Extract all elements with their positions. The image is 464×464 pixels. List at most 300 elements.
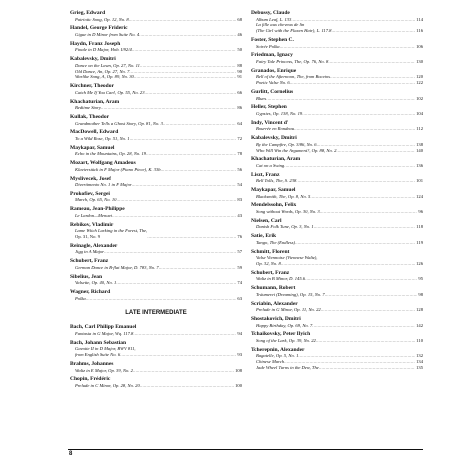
leader-dots [147,234,236,240]
page-number-ref: 94 [237,331,242,337]
work-row [70,167,242,173]
leader-dots [132,47,237,53]
index-entry [70,145,242,157]
work-title-text: Lame Witch Lurking in the Forest, The, [75,228,148,234]
index-entry [70,41,242,53]
work-title-text: Fantasia in G Major, Wq. 117.8 [75,331,134,337]
work-row [70,280,242,286]
work-title-text: Warlike Song, A, Op. 89, No. 30 [75,74,134,80]
work-row [251,338,423,344]
composer-name: Maykapar, Samuel [251,187,296,194]
work-row [251,307,423,313]
work-title-text: Soirée Polka [256,43,280,49]
work-title [256,209,320,215]
page-number-ref: 78 [237,151,242,157]
composer-name: Tchaikovsky, Peter Ilyich [251,331,311,338]
work-row [251,59,423,65]
leader-dots [134,74,237,80]
work-row [70,197,242,203]
composer-name: Bach, Johann Sebastian [70,339,127,346]
work-row [70,352,242,358]
index-entry [251,104,423,116]
work-row [70,249,242,255]
work-title-text: Echo in the Mountains, Op. 28, No. 19 [75,151,147,157]
work-title [75,105,101,111]
page-number-ref: 134 [416,359,423,365]
index-entry [251,285,423,297]
composer-name: MacDowell, Edward [70,129,119,136]
composer-name: Sibelius, Jean [70,273,103,280]
page-number-ref: 57 [237,249,242,255]
index-entry [70,99,242,111]
work-title [256,28,331,34]
page-number-ref: 74 [237,280,242,286]
work-row [251,44,423,50]
page-number-ref: 120 [416,74,423,80]
work-title [256,292,325,298]
composer-name: Granados, Enrique [251,67,297,74]
composer-name: Friedman, Ignacy [251,52,293,59]
work-row [251,163,423,169]
leader-dots [312,323,415,329]
work-title [75,47,132,53]
leader-dots [159,265,237,271]
leader-dots [284,163,415,169]
section-heading: LATE INTERMEDIATE [125,310,187,317]
work-title-text: Bell Tolls, The, S. 238 [256,178,297,184]
work-title-text: Jade Wheel Turns in the Dew, The [256,364,319,370]
leader-dots [321,307,415,313]
leader-dots [140,383,234,389]
work-title-text: Divertimento No. 1 in F Major [75,182,132,188]
work-title-text: Bell of the Afternoon, The, from Bocetos [256,74,330,80]
leader-dots [280,44,416,50]
index-entry [70,114,242,126]
work-title-text: Träumerei (Dreaming), Op. 15, No. 7 [256,291,325,297]
leader-dots [328,59,415,65]
composer-name: Mendelssohn, Felix [251,202,297,209]
page-number-ref: 90 [237,68,242,74]
work-row [251,80,423,86]
leader-dots [310,194,415,200]
index-entry [70,129,242,141]
page-number-ref: 135 [416,364,423,370]
leader-dots [266,96,415,102]
leader-dots [302,111,415,117]
index-entry [70,258,242,270]
leader-dots [163,121,237,127]
work-title-text: Cat on a Swing [256,162,285,168]
index-entry [251,156,423,168]
composer-name: Gurlitt, Cornelius [251,88,294,95]
page-number-ref: 100 [235,382,242,388]
index-entry [251,172,423,184]
page-number-ref: 68 [237,16,242,22]
index-entry [251,89,423,101]
composer-name: Chopin, Frédéric [70,376,111,383]
composer-name: Brahms, Johannes [70,361,114,367]
work-title-text: Grandmother Tells a Ghost Story, Op. 81, No. 3 [75,120,163,126]
composer-name: Reinagle, Alexander [70,242,118,249]
leader-dots [295,240,415,246]
leader-dots [130,136,237,142]
work-row [251,224,423,230]
page-number-ref: 83 [237,197,242,203]
work-title-text: Gypsies, Op. 138, No. 19 [256,110,303,116]
composer-name: Rebikov, Vladimir [70,221,114,228]
composer-name: Kabalevsky, Dmitri [70,56,116,63]
intermediate-entries [70,10,242,301]
leader-dots [133,331,236,337]
work-title-text: Who Will Win the Argument?, Op. 88, No. 2 [256,147,337,153]
work-title [75,352,120,358]
work-row [70,368,242,374]
work-row [251,276,423,282]
leader-dots [325,292,418,298]
work-title [75,151,146,157]
work-title-text: La fille aux cheveux de lin [256,22,305,28]
index-entry [251,68,423,86]
work-title-text: Op. 32, No. 8 [256,261,281,267]
page-number-ref: 88 [237,62,242,68]
leader-dots [336,148,415,154]
work-row [251,209,423,215]
work-title [75,265,159,271]
page-number-ref: 56 [237,166,242,172]
page-number-ref: 72 [237,135,242,141]
work-row [251,261,423,267]
work-title-text: Prelude in C Minor, Op. 28, No. 20 [75,382,140,388]
index-entry [70,274,242,286]
composer-name: Nielsen, Carl [251,217,282,224]
leader-dots [291,17,415,23]
index-entry [251,301,423,313]
work-row [251,323,423,329]
index-column-right [251,10,423,374]
composer-name: Schubert, Franz [70,258,109,265]
leader-dots [294,126,415,132]
composer-name: Mozart, Wolfgang Amadeus [70,160,136,167]
leader-dots [86,296,237,302]
work-row [251,96,423,102]
leader-dots [320,209,418,215]
leader-dots [290,80,415,86]
leader-dots [281,261,415,267]
page-number-ref: 112 [416,126,423,132]
leader-dots [104,249,236,255]
leader-dots [319,365,415,371]
leader-dots [161,167,237,173]
index-entry [251,233,423,245]
work-title-text: Finale in D Major, Hob. I/92/4 [75,47,132,53]
work-title [75,90,145,96]
composer-name: Handel, George Frideric [70,25,128,32]
composer-name: Wagner, Richard [70,289,111,296]
work-title [75,296,86,302]
composer-name: Schubert, Franz [251,269,290,276]
composer-name: Haydn, Franz Joseph [70,40,121,47]
page-number-ref: 43 [237,212,242,218]
work-row [70,383,242,389]
composer-name: Kirchner, Theodor [70,83,114,90]
work-title-opus: Op. 31, No. 9 [75,234,101,240]
work-title [75,136,130,142]
index-entry [70,83,242,95]
work-title-text: Song without Words, Op. 30, No. 3 [256,209,320,215]
page-number-ref: 54 [237,182,242,188]
page-number-ref: 119 [416,239,423,245]
index-column-left [70,10,242,392]
page-number-ref: 138 [416,141,423,147]
work-title-text: Bourrée en Rondeau [256,126,295,132]
work-title [75,213,112,219]
page-number-ref: 136 [416,162,423,168]
work-row [70,136,242,142]
index-entry [70,160,242,172]
index-entry [251,218,423,230]
work-title-text: from English Suite No. 6 [75,352,121,358]
work-title-text: Fairy Tale Princess, The, Op. 76, No. 8 [256,58,329,64]
work-title-text: March, Op. 65, No. 10 [75,197,117,203]
work-row [70,74,242,80]
work-title [256,276,305,282]
composer-name: Bach, Carl Philipp Emanuel [70,324,137,331]
leader-dots [145,90,237,96]
work-title [256,261,281,267]
work-title-text: Chinese March [256,359,285,365]
work-row [251,126,423,132]
index-entry [251,249,423,267]
work-title-text: Song of the Lark, Op. 39, No. 22 [256,338,316,343]
work-title [75,197,116,203]
leader-dots [101,105,237,111]
index-entry [251,187,423,199]
page-number-ref: 116 [416,28,423,34]
work-title-text: (The Girl with the Flaxen Hair), L. 117.8 [256,28,332,34]
work-row [251,365,423,371]
work-title [256,163,284,169]
work-title-text: Le Lardon—Menuet [75,212,112,218]
composer-name: Heller, Stephen [251,104,287,111]
leader-dots [116,197,236,203]
work-title [75,368,133,374]
composer-name: Schumann, Robert [251,285,296,292]
page-number-ref: 98 [418,291,423,297]
page-number-ref: 50 [237,47,242,53]
work-row [70,47,242,53]
work-row [70,90,242,96]
composer-name: Prokofiev, Sergei [70,190,110,197]
composer-name: Satie, Erik [251,233,277,240]
index-entry [251,347,423,371]
leader-dots [139,32,236,38]
footer-rule [68,449,423,450]
work-title-text: Bagatelle, Op. 5, No. 1 [256,353,299,359]
leader-dots [146,151,236,157]
work-title-text: Valse Viennoise (Viennese Waltz), [256,255,318,261]
leader-dots [120,352,236,358]
page-number-ref: 96 [418,209,423,215]
work-title-text: Valsette, Op. 40, No. 1 [75,280,117,286]
page-number-ref: 110 [416,338,423,343]
work-row [70,151,242,157]
index-entry [70,340,242,358]
leader-dots [316,338,415,344]
page-number-ref: 66 [237,89,242,95]
composer-name: Maykapar, Samuel [70,144,115,151]
work-title-text: Jigg in A Major [75,249,105,255]
work-title-text: Catch Me If You Can!, Op. 55, No. 23 [75,89,145,95]
page-number-ref: 91 [237,74,242,80]
work-row [70,331,242,337]
index-entry [70,222,242,240]
index-entry [70,10,242,22]
index-entry [70,176,242,188]
work-title [256,365,319,371]
leader-dots [116,280,236,286]
index-entry [70,56,242,80]
work-title-text: German Dance in B-flat Major, D. 783, No. 7 [75,264,159,270]
page-number-ref: 86 [237,105,242,111]
work-title [75,331,133,337]
work-title [75,74,134,80]
index-entry [70,243,242,255]
composer-name: Kabalevsky, Dmitri [251,135,297,142]
work-title [75,32,139,38]
page-number-ref: 118 [416,224,423,230]
index-entry [70,191,242,203]
composer-name: Liszt, Franz [251,171,280,178]
composer-name: Scriabin, Alexander [251,300,298,307]
work-row [70,32,242,38]
composer-name: Foster, Stephen C. [251,36,294,43]
composer-name: Kullak, Theodor [70,113,110,120]
leader-dots [296,178,415,184]
index-entry [251,120,423,132]
index-entry [70,376,242,388]
page-number-ref: 63 [237,295,242,301]
work-title-text: Tango, The (Endless) [256,239,296,245]
work-title [256,224,314,230]
index-entry [70,206,242,218]
leader-dots [133,368,234,374]
work-row [251,148,423,154]
work-title [75,228,147,240]
index-entry [251,331,423,343]
composer-name: Debussy, Claude [251,10,290,16]
page-number-ref: 95 [418,276,423,282]
work-title-text: Prelude in G Minor, Op. 11, No. 22 [256,307,321,313]
work-title-text: Danish Folk Tune, Op. 3, No. 1 [256,224,314,230]
work-title-text: Patriotic Song, Op. 12, No. 8 [75,16,129,22]
work-title [75,167,161,173]
work-title-text: Poetic Valse No. 6 [256,80,290,86]
leader-dots [331,28,415,34]
work-title-text: By the Campfire, Op. 3/86, No. 6 [256,141,317,147]
page-number-ref: 130 [416,58,423,64]
work-row [251,178,423,184]
work-title [256,307,321,313]
index-entry [251,37,423,49]
page-number-ref: 126 [416,261,423,267]
work-title [256,96,266,102]
work-title-text: Blacksmith, The, Op. 8, No. 5 [256,193,311,199]
index-entry [251,202,423,214]
work-row [70,121,242,127]
work-title-text: To a Wild Rose, Op. 51, No. 1 [75,135,130,141]
work-title-text: Waltz in B Minor, D. 145.6 [256,276,306,282]
index-entry [251,10,423,34]
composer-name: Khachaturian, Aram [251,156,301,163]
work-title-text: Dance on the Lawn, Op. 27, No. 11 [75,62,140,68]
page-number-ref: 59 [237,264,242,270]
leader-dots [129,17,237,23]
work-title-text: Blues [256,95,267,101]
page-number-ref: 108 [235,367,242,373]
composer-name: Schmitt, Florent [251,248,290,255]
leader-dots [112,213,236,219]
work-title [256,59,328,65]
page-number-ref: 76 [237,234,242,240]
work-title [256,148,336,154]
work-title-text: Waltz in E Major, Op. 39, No. 2 [75,367,133,373]
index-entry [251,270,423,282]
work-title [256,338,316,344]
page-number-ref: 93 [237,352,242,358]
page-number-ref: 106 [416,43,423,49]
composer-name: Grieg, Edward [70,10,106,16]
composer-name: Myslivecek, Josef [70,175,111,182]
work-title-text: Klavierstück in F Major (Piano Piece), K. 33b [75,166,161,172]
index-entry [251,135,423,153]
work-row [251,240,423,246]
work-title [256,111,302,117]
page-number-ref: 140 [416,147,423,153]
page-number-ref: 132 [416,353,423,359]
work-row [70,105,242,111]
work-title [256,44,280,50]
work-row [251,28,423,34]
work-title [256,240,295,246]
work-title-text: Album Leaf, L. 133 [256,16,292,22]
leader-dots [132,182,237,188]
work-title-text: Gavotte II in D Major, BWV 811, [75,346,136,352]
page-number-ref: 124 [416,193,423,199]
page-number-ref: 102 [416,95,423,101]
work-title-text: Gigue in D Minor from Suite No. 4 [75,31,140,37]
composer-name: Rameau, Jean-Philippe [70,206,125,213]
work-row [70,296,242,302]
page-number-ref: 104 [416,110,423,116]
index-entry [70,25,242,37]
work-title-text: Bedtime Story [75,105,101,111]
page-number-ref: 142 [416,322,423,328]
work-title [75,280,116,286]
work-row [251,292,423,298]
leader-dots [305,276,417,282]
composer-name: Shostakovich, Dmitri [251,316,301,323]
work-title [75,182,132,188]
work-row [251,111,423,117]
page-number-ref: 128 [416,307,423,313]
page-number-ref: 64 [237,120,242,126]
page-number-ref: 101 [416,178,423,184]
index-entry [70,361,242,373]
page-number-ref: 114 [416,16,423,22]
leader-dots [314,224,416,230]
page-number-ref: 46 [237,31,242,37]
work-row [70,213,242,219]
